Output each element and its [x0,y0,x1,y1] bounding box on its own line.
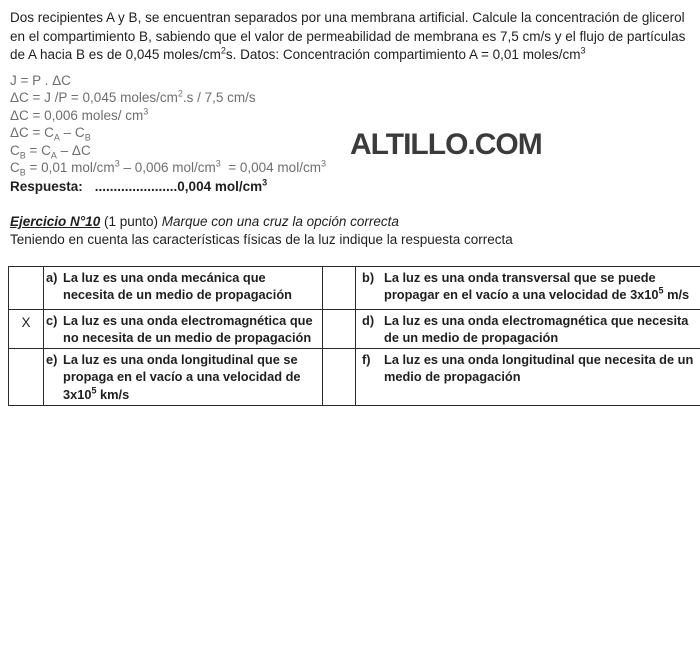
table-row-1 [9,267,700,310]
mark-cell-right-f [323,349,356,406]
option-d-cell [356,310,700,349]
options-table [8,266,700,406]
option-c-text: La luz es una onda electromagnética que no necesita de un medio de propagación [63,313,313,346]
formula-line-3: ΔC = 0,006 moles/ $cm^3$ [10,106,149,123]
mark-cell-left-c: X [9,310,44,349]
table-row-2 [9,310,700,349]
formula-line-6: $C_B = 0,01$ mol/$cm^3 - 0,006$ mol/$cm^3 = 0,004$ mol/$cm^3$ [10,158,326,179]
option-c-cell [44,310,323,349]
option-b-cell [356,267,700,310]
option-b-label: b) [362,270,375,286]
option-e-cell [44,349,323,406]
problem-statement: Dos recipientes A y B, se encuentran separados por una membrana artificial. Calcule la concentración de glicerol en el compartimiento B, sabiendo que el valor de permeabilidad de membrana es 7,5 cm/s y el flujo de partículas de A hacia B es de 0,045 moles/$cm^2s$. Datos: Concentración compartimiento A = 0,01 moles/$cm^3$ [10,10,686,62]
answer-line: Respuesta: ......................0,004 mol/$cm^3$ [10,177,268,195]
option-c-label: c) [46,313,58,329]
option-f-cell [356,349,700,406]
mark-cell-right-b [323,267,356,310]
exercise-subtitle: Teniendo en cuenta las características físicas de la luz indique la respuesta correcta [10,232,513,248]
option-b-text: La luz es una onda transversal que se puede propagar en el vacío a una velocidad de $3x10^5$ m/s [384,270,690,303]
exercise-heading [10,213,690,231]
formula-line-4: $\Delta C = C_A - C_B$ [10,125,91,143]
option-a-label: a) [46,270,58,286]
watermark: ALTILLO.COM [350,128,542,161]
mark-cell-left-e [9,349,44,406]
formula-line-2: ΔC = J /P = 0,045 moles/$cm^2.s / 7,5$ cm/s [10,88,256,106]
option-d-label: d) [362,313,375,329]
exercise-points: (1 punto) [100,214,162,230]
option-f-text: La luz es una onda longitudinal que necesita de un medio de propagación [384,352,694,385]
option-e-text: La luz es una onda longitudinal que se propaga en el vacío a una velocidad de $3x10^5$ km/s [63,352,301,402]
exercise-instruction: Marque con una cruz la opción correcta [161,214,399,230]
table-row-3 [9,349,700,406]
option-a-text: La luz es una onda mecánica que necesita de un medio de propagación [63,270,292,303]
formula-line-5: $C_B = C_A - \Delta C$ [10,142,91,161]
option-d-text: La luz es una onda electromagnética que necesita de un medio de propagación [384,313,689,346]
option-a-cell [44,267,323,310]
mark-cell-left-a [9,267,44,310]
mark-cell-right-d [323,310,356,349]
option-e-label: e) [46,352,58,368]
exercise-title: Ejercicio N°10 [10,214,101,230]
option-f-label: f) [362,352,371,368]
formula-line-1: J = P . ΔC [10,72,71,88]
